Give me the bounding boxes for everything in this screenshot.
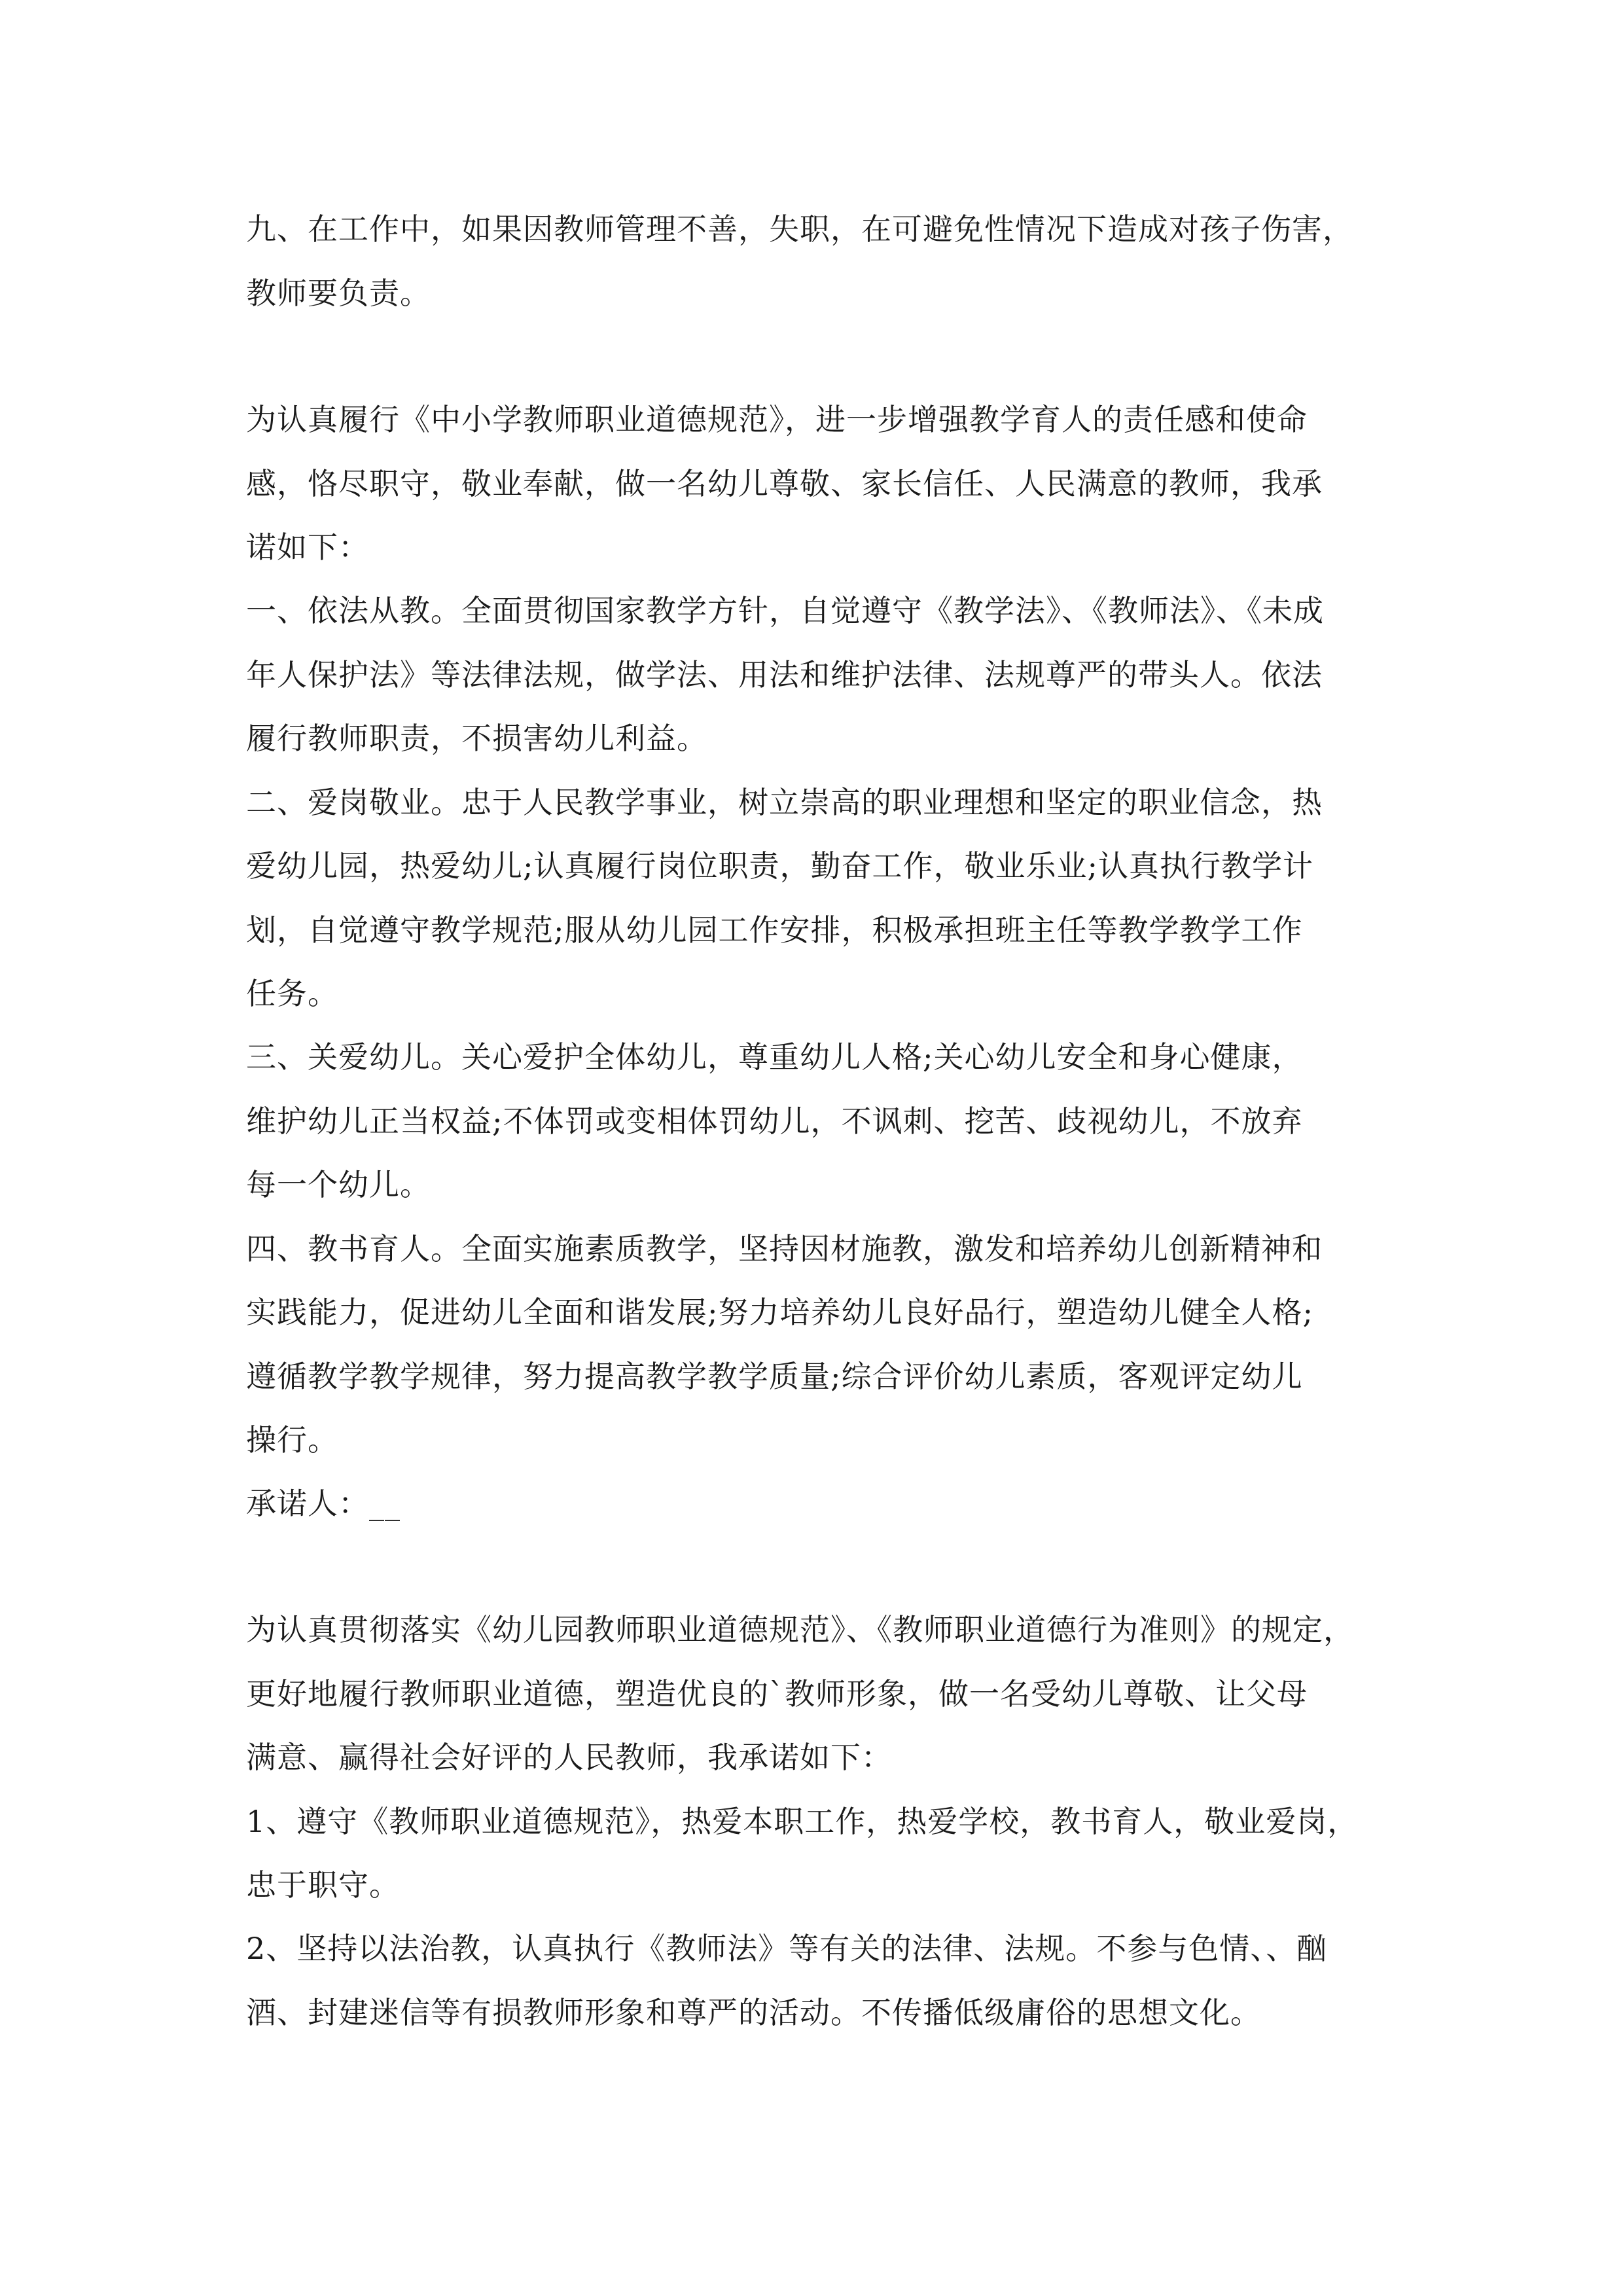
list-item-line: 酒、封建迷信等有损教师形象和尊严的活动。不传播低级庸俗的思想文化。	[246, 1995, 1261, 2030]
list-item-line: 遵循教学教学规律，努力提高教学教学质量;综合评价幼儿素质，客观评定幼儿	[246, 1359, 1303, 1394]
paragraph-line: 更好地履行教师职业道德，塑造优良的`教师形象，做一名受幼儿尊敬、让父母	[246, 1676, 1308, 1712]
list-item-line: 实践能力，促进幼儿全面和谐发展;努力培养幼儿良好品行，塑造幼儿健全人格;	[246, 1295, 1313, 1330]
paragraph-line: 感，恪尽职守，敬业奉献，做一名幼儿尊敬、家长信任、人民满意的教师，我承	[246, 466, 1323, 501]
paragraph-line: 满意、赢得社会好评的人民教师，我承诺如下：	[246, 1740, 892, 1775]
list-item-line: 维护幼儿正当权益;不体罚或变相体罚幼儿，不讽刺、挖苦、歧视幼儿，不放弃	[246, 1103, 1303, 1139]
list-item-line: 年人保护法》等法律法规，做学法、用法和维护法律、法规尊严的带头人。依法	[246, 657, 1323, 692]
list-item-line: 三、关爱幼儿。关心爱护全体幼儿，尊重幼儿人格;关心幼儿安全和身心健康，	[246, 1039, 1303, 1075]
list-item-line: 1、遵守《教师职业道德规范》，热爱本职工作，热爱学校，教书育人，敬业爱岗，	[246, 1804, 1359, 1839]
paragraph-line: 教师要负责。	[246, 276, 431, 311]
list-item-line: 二、爱岗敬业。忠于人民教学事业，树立崇高的职业理想和坚定的职业信念，热	[246, 785, 1323, 820]
list-item-line: 划，自觉遵守教学规范;服从幼儿园工作安排，积极承担班主任等教学教学工作	[246, 912, 1303, 948]
list-item-line: 2、坚持以法治教，认真执行《教师法》等有关的法律、法规。不参与色情、、酗	[246, 1931, 1328, 1966]
paragraph-line: 为认真贯彻落实《幼儿园教师职业道德规范》、《教师职业道德行为准则》的规定，	[246, 1612, 1354, 1647]
list-item-line: 忠于职守。	[246, 1867, 400, 1903]
list-item-line: 履行教师职责，不损害幼儿利益。	[246, 721, 707, 756]
paragraph-line: 为认真履行《中小学教师职业道德规范》，进一步增强教学育人的责任感和使命	[246, 402, 1308, 437]
list-item-line: 操行。	[246, 1422, 338, 1458]
list-item-line: 爱幼儿园，热爱幼儿;认真履行岗位职责，勤奋工作，敬业乐业;认真执行教学计	[246, 848, 1313, 884]
list-item-line: 任务。	[246, 976, 338, 1011]
paragraph-line: 九、在工作中，如果因教师管理不善，失职，在可避免性情况下造成对孩子伤害，	[246, 211, 1353, 247]
list-item-line: 一、依法从教。全面贯彻国家教学方针，自觉遵守《教学法》、《教师法》、《未成	[246, 593, 1324, 628]
signature-line: 承诺人：__	[246, 1486, 401, 1521]
paragraph-line: 诺如下：	[246, 529, 369, 565]
list-item-line: 每一个幼儿。	[246, 1167, 431, 1202]
list-item-line: 四、教书育人。全面实施素质教学，坚持因材施教，激发和培养幼儿创新精神和	[246, 1231, 1323, 1266]
